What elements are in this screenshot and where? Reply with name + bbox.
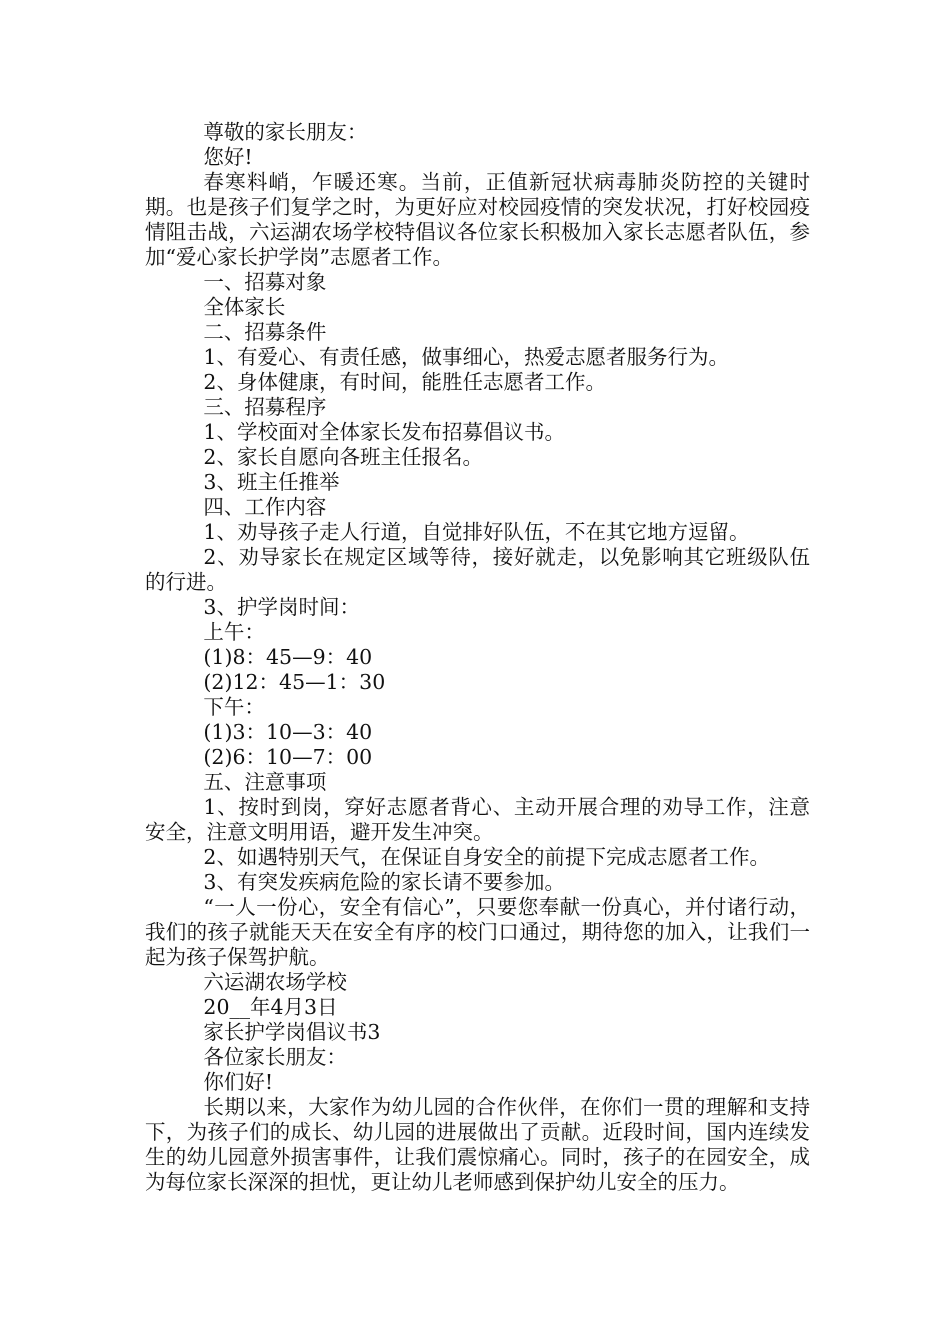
time-label-afternoon: 下午：	[203, 695, 265, 719]
list-item: 1、学校面对全体家长发布招募倡议书。	[203, 420, 565, 444]
section-heading-1: 一、招募对象	[203, 270, 327, 294]
section-heading-3: 三、招募程序	[203, 395, 327, 419]
list-item: 1、按时到岗，穿好志愿者背心、主动开展合理的劝导工作，注意安全，注意文明用语，避开发生冲突。	[145, 795, 810, 844]
list-item: 3、班主任推举	[203, 470, 340, 494]
signature-date: 20__年4月3日	[203, 995, 338, 1019]
section-heading-4: 四、工作内容	[203, 495, 327, 519]
salutation: 你们好!	[203, 1070, 274, 1094]
section-heading-2: 二、招募条件	[203, 320, 327, 344]
time-slot: (2)12：45—1：30	[203, 670, 386, 694]
intro-paragraph: 春寒料峭，乍暖还寒。当前，正值新冠状病毒肺炎防控的关键时期。也是孩子们复学之时，为更好应对校园疫情的突发状况，打好校园疫情阻击战，六运湖农场学校特倡议各位家长积极加入家长志愿者队伍，参加“爱心家长护学岗”志愿者工作。	[145, 170, 810, 269]
signature-school: 六运湖农场学校	[203, 970, 347, 994]
section-text: 全体家长	[203, 295, 286, 319]
greeting: 各位家长朋友：	[203, 1045, 347, 1069]
list-item: 2、家长自愿向各班主任报名。	[203, 445, 483, 469]
list-item: 1、劝导孩子走人行道，自觉排好队伍，不在其它地方逗留。	[203, 520, 750, 544]
list-item: 2、如遇特别天气，在保证自身安全的前提下完成志愿者工作。	[203, 845, 770, 869]
document-title: 家长护学岗倡议书3	[203, 1020, 381, 1044]
section-heading-5: 五、注意事项	[203, 770, 327, 794]
list-item: 3、护学岗时间：	[203, 595, 360, 619]
time-slot: (1)3：10—3：40	[203, 720, 373, 744]
time-slot: (2)6：10—7：00	[203, 745, 373, 769]
document-body	[145, 120, 810, 1195]
list-item: 3、有突发疾病危险的家长请不要参加。	[203, 870, 565, 894]
salutation: 您好!	[203, 145, 253, 169]
closing-paragraph: “一人一份心，安全有信心”，只要您奉献一份真心，并付诸行动，我们的孩子就能天天在安全有序的校门口通过，期待您的加入，让我们一起为孩子保驾护航。	[145, 895, 810, 969]
greeting: 尊敬的家长朋友：	[203, 120, 368, 144]
list-item: 1、有爱心、有责任感，做事细心，热爱志愿者服务行为。	[203, 345, 729, 369]
time-label-morning: 上午：	[203, 620, 265, 644]
list-item: 2、劝导家长在规定区域等待，接好就走，以免影响其它班级队伍的行进。	[145, 545, 810, 594]
list-item: 2、身体健康，有时间，能胜任志愿者工作。	[203, 370, 606, 394]
time-slot: (1)8：45—9：40	[203, 645, 373, 669]
body-paragraph: 长期以来，大家作为幼儿园的合作伙伴，在你们一贯的理解和支持下，为孩子们的成长、幼儿园的进展做出了贡献。近段时间，国内连续发生的幼儿园意外损害事件，让我们震惊痛心。同时，孩子的在园安全，成为每位家长深深的担忧，更让幼儿老师感到保护幼儿安全的压力。	[145, 1095, 810, 1194]
